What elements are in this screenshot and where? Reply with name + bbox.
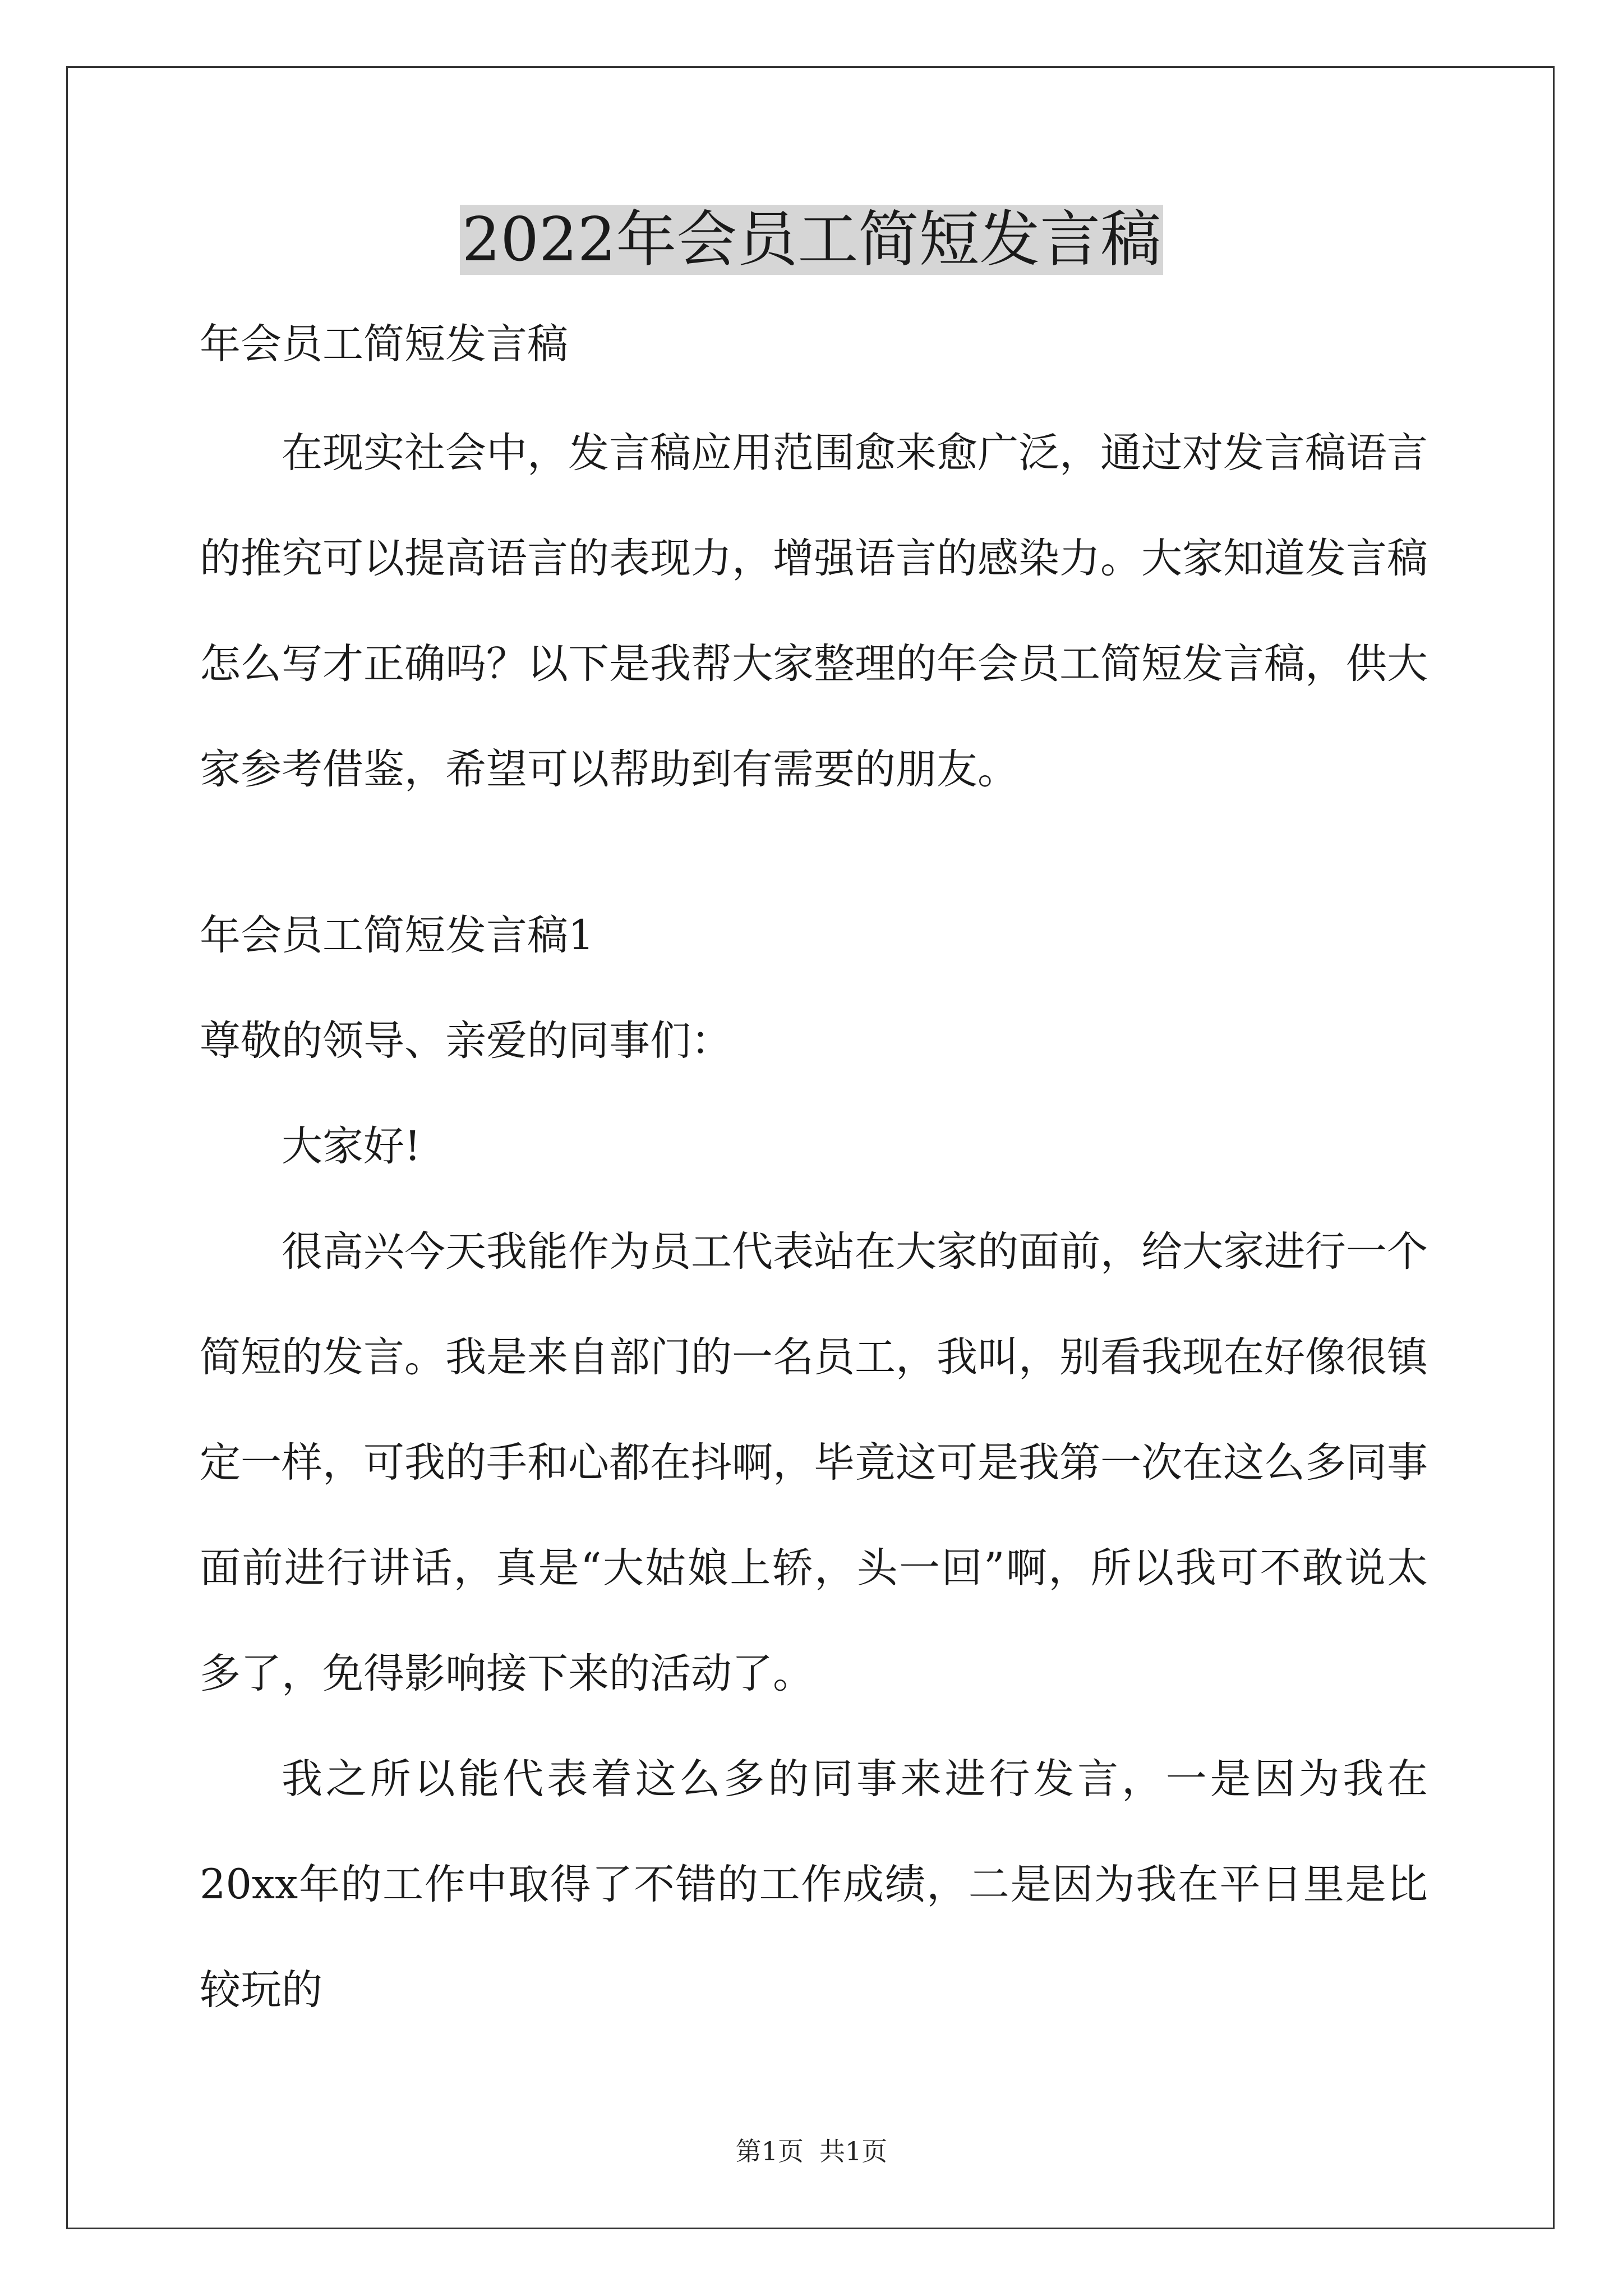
- greeting-paragraph: 大家好!: [282, 1122, 421, 1170]
- intro-paragraph: 在现实社会中，发言稿应用范围愈来愈广泛，通过对发言稿语言的推究可以提高语言的表现力，增强语言的感染力。大家知道发言稿怎么写才正确吗？以下是我帮大家整理的年会员工简短发言稿，供大家参考借鉴，希望可以帮助到有需要的朋友。: [200, 429, 1428, 793]
- page-number-total: 共1页: [819, 2136, 888, 2166]
- document-title: [0, 203, 1623, 277]
- document-title-text: 2022年会员工简短发言稿: [460, 205, 1164, 275]
- document-body: [200, 292, 1428, 2043]
- body-paragraph: 很高兴今天我能作为员工代表站在大家的面前，给大家进行一个简短的发言。我是来自部门的一名员工，我叫，别看我现在好像很镇定一样，可我的手和心都在抖啊，毕竟这可是我第一次在这么多同事面前进行讲话，真是“大姑娘上轿，头一回”啊，所以我可不敢说太多了，免得影响接下来的活动了。: [200, 1228, 1428, 1697]
- section-heading: 年会员工简短发言稿1: [200, 912, 594, 959]
- page-number-current: 第1页: [735, 2136, 804, 2166]
- body-paragraph: 我之所以能代表着这么多的同事来进行发言，一是因为我在20xx年的工作中取得了不错的工作成绩，二是因为我在平日里是比较玩的: [200, 1755, 1428, 2014]
- salutation-paragraph: 尊敬的领导、亲爱的同事们：: [200, 1017, 732, 1065]
- page-footer: [0, 2134, 1623, 2168]
- subtitle-paragraph: 年会员工简短发言稿: [200, 320, 568, 368]
